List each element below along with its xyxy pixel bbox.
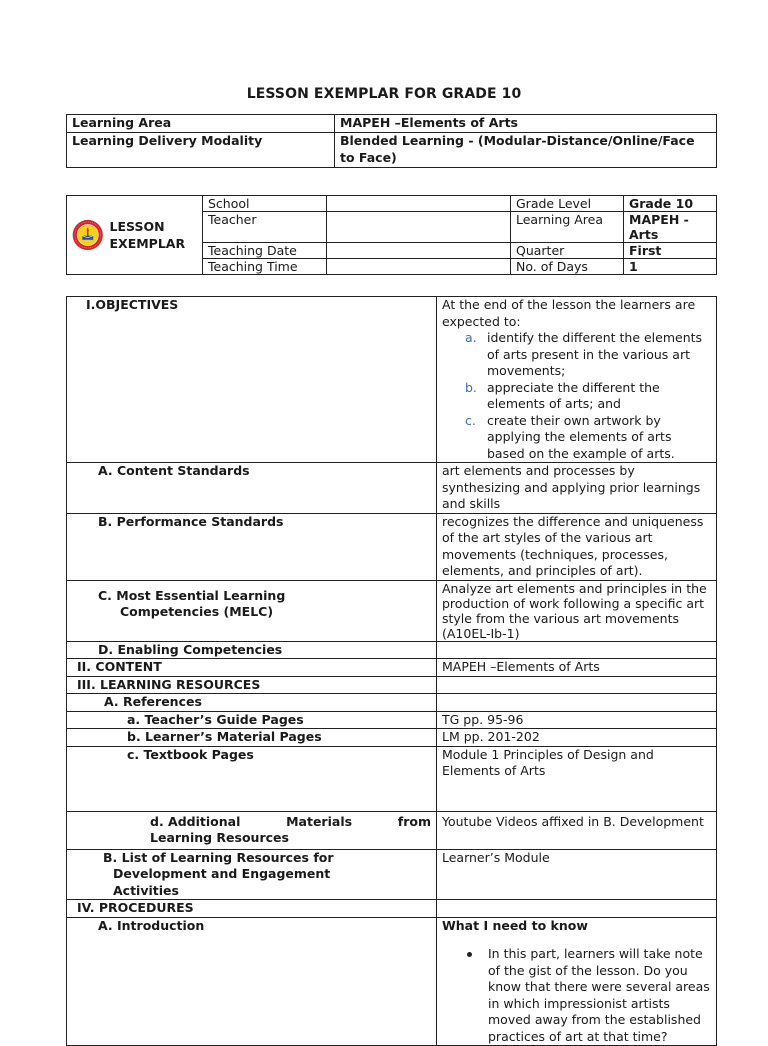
learning-area-label: Learning Area	[67, 115, 335, 133]
table-row	[67, 849, 717, 900]
list-marker: a.	[465, 330, 477, 345]
lesson-plan-table	[66, 296, 717, 1046]
exemplar-cell	[67, 196, 203, 275]
table-row	[67, 659, 717, 677]
table-row	[67, 900, 717, 918]
list-label-line-1: B. List of Learning Resources for	[103, 849, 334, 865]
objective-text: appreciate the different the elements of arts; and	[487, 379, 660, 411]
table-row	[67, 641, 717, 659]
learners-material-label: b. Learner’s Material Pages	[67, 729, 437, 747]
content-label: II. CONTENT	[67, 659, 437, 677]
introduction-cell	[437, 917, 717, 1046]
teachers-guide-value: TG pp. 95-96	[437, 711, 717, 729]
content-standards-label: A. Content Standards	[67, 463, 437, 514]
list-label-line-2: Development and Engagement	[113, 866, 331, 881]
additional-materials-label	[67, 811, 437, 849]
days-value: 1	[624, 259, 717, 275]
performance-standards-label: B. Performance Standards	[67, 513, 437, 580]
deped-seal-icon	[72, 212, 104, 258]
teacher-value	[327, 212, 511, 243]
objective-text: create their own artwork by applying the elements of arts based on the example of arts.	[487, 412, 675, 461]
learning-resources-value	[437, 676, 717, 694]
additional-word-3: from	[397, 813, 431, 829]
objectives-intro: At the end of the lesson the learners are expected to:	[442, 297, 696, 329]
objectives-cell	[437, 297, 717, 463]
content-value: MAPEH –Elements of Arts	[437, 659, 717, 677]
additional-word-1: d. Additional	[150, 813, 241, 829]
references-value	[437, 694, 717, 712]
additional-label-line-2: Learning Resources	[150, 830, 289, 845]
melc-label-line-1: C. Most Essential Learning	[98, 587, 286, 603]
enabling-competencies-value	[437, 641, 717, 659]
content-standards-value: art elements and processes by synthesizing and applying prior learnings and skills	[437, 463, 717, 514]
grade-level-label: Grade Level	[511, 196, 624, 212]
teaching-date-value	[327, 243, 511, 259]
document-title: LESSON EXEMPLAR FOR GRADE 10	[246, 86, 522, 102]
teaching-date-label: Teaching Date	[203, 243, 327, 259]
procedures-value	[437, 900, 717, 918]
table-row	[67, 746, 717, 811]
learning-area-label-2: Learning Area	[511, 212, 624, 243]
objective-text: identify the different the elements of arts present in the various art movements;	[487, 330, 703, 378]
modality-label: Learning Delivery Modality	[67, 133, 335, 168]
additional-word-2: Materials	[286, 813, 353, 829]
teaching-time-label: Teaching Time	[203, 259, 327, 275]
table-row	[67, 297, 717, 463]
table-row	[67, 513, 717, 580]
introduction-label: A. Introduction	[67, 917, 437, 1046]
performance-standards-value: recognizes the difference and uniqueness of the art styles of the various art movements (techniques, processes, elements, and principles of art).	[437, 513, 717, 580]
table-row	[67, 115, 717, 133]
textbook-label: c. Textbook Pages	[67, 746, 437, 811]
modality-value: Blended Learning - (Modular-Distance/Online/Face to Face)	[335, 133, 717, 168]
introduction-bullet: In this part, learners will take note of the gist of the lesson. Do you know that there were several areas in which impressionist artists moved away from the established practices of art at that time?	[442, 946, 711, 1045]
learning-area-table	[66, 114, 717, 168]
learning-area-value-2: MAPEH - Arts	[624, 212, 717, 243]
melc-value: Analyze art elements and principles in the production of work following a specific art style from the various art movements (A10EL-Ib-1)	[437, 580, 717, 641]
objectives-label: I.OBJECTIVES	[67, 297, 437, 463]
list-label-line-3: Activities	[113, 882, 179, 898]
school-label: School	[203, 196, 327, 212]
table-row	[67, 463, 717, 514]
table-row	[67, 917, 717, 1046]
additional-materials-value: Youtube Videos affixed in B. Development	[437, 811, 717, 849]
list-item	[442, 413, 711, 463]
table-row	[67, 694, 717, 712]
procedures-label: IV. PROCEDURES	[67, 900, 437, 918]
school-value	[327, 196, 511, 212]
table-row	[67, 133, 717, 168]
textbook-value: Module 1 Principles of Design and Elements of Arts	[437, 746, 717, 811]
table-row	[67, 196, 717, 212]
teachers-guide-label: a. Teacher’s Guide Pages	[67, 711, 437, 729]
teacher-label: Teacher	[203, 212, 327, 243]
list-item	[442, 330, 711, 380]
enabling-competencies-label: D. Enabling Competencies	[67, 641, 437, 659]
table-row	[67, 811, 717, 849]
days-label: No. of Days	[511, 259, 624, 275]
melc-label-line-2: Competencies (MELC)	[120, 604, 274, 619]
introduction-heading: What I need to know	[442, 917, 588, 933]
list-item	[442, 380, 711, 413]
references-label: A. References	[67, 694, 437, 712]
table-row	[67, 729, 717, 747]
lesson-header-table	[66, 195, 717, 275]
learning-resources-label: III. LEARNING RESOURCES	[67, 676, 437, 694]
list-of-resources-label	[67, 849, 437, 900]
list-marker: b.	[465, 379, 477, 395]
objectives-list	[442, 330, 711, 462]
additional-label-line-1	[150, 814, 431, 831]
learning-area-value: MAPEH –Elements of Arts	[335, 115, 717, 133]
list-marker: c.	[465, 412, 476, 428]
melc-label	[67, 580, 437, 641]
table-row	[67, 711, 717, 729]
list-of-resources-value: Learner’s Module	[437, 849, 717, 900]
lesson-exemplar-label: LESSON EXEMPLAR	[109, 219, 186, 251]
quarter-label: Quarter	[511, 243, 624, 259]
table-row	[67, 676, 717, 694]
quarter-value: First	[624, 243, 717, 259]
table-row	[67, 580, 717, 641]
grade-level-value: Grade 10	[624, 196, 717, 212]
learners-material-value: LM pp. 201-202	[437, 729, 717, 747]
teaching-time-value	[327, 259, 511, 275]
